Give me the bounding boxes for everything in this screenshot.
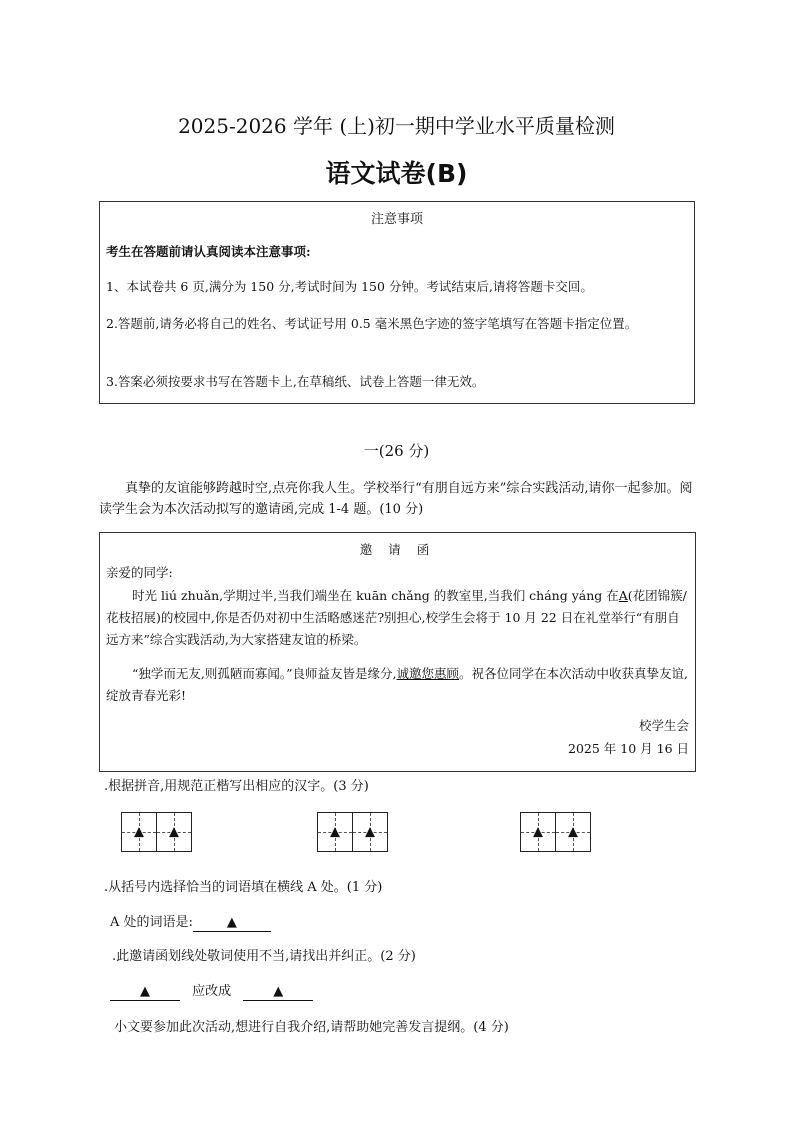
paper-title: 语文试卷(B) [325, 159, 468, 188]
answer-blank [110, 984, 180, 1001]
question-3: .此邀请函划线处敬词使用不当,请找出并纠正。(2 分) [112, 949, 416, 964]
notice-item-1: 1、本试卷共 6 页,满分为 150 分,考试时间为 150 分钟。考试结束后,请将答题卡交回。 [106, 279, 593, 294]
question-4: 小文要参加此次活动,想进行自我介绍,请帮助她完善发言提纲。(4 分) [114, 1020, 509, 1035]
invitation-p2-text-b: 。祝各位同学在本次活动中收获真挚友谊,绽放青春光彩! [106, 666, 688, 703]
section-heading: 一(26 分) [363, 442, 430, 460]
answer-marker-icon: ▲ [134, 824, 144, 840]
answer-marker-icon: ▲ [365, 824, 375, 840]
change-to-label: 应改成 [192, 984, 232, 999]
answer-marker-icon: ▲ [533, 824, 543, 840]
grid-cell [352, 812, 388, 852]
answer-grid-3 [520, 812, 590, 852]
question-2-answer [110, 911, 271, 932]
section-intro: 真挚的友谊能够跨越时空,点亮你我人生。学校举行“有朋自远方来”综合实践活动,请你一起参加。阅读学生会为本次活动拟写的邀请函,完成 1-4 题。(10 分) [99, 481, 693, 517]
invitation-p2-text-a: “独学而无友,则孤陋而寡闻。”良师益友皆是缘分, [132, 666, 397, 681]
grid-cell [156, 812, 192, 852]
answer-marker-icon: ▲ [273, 984, 284, 999]
invitation-signature: 校学生会 [638, 718, 689, 733]
notice-intro: 考生在答题前请认真阅读本注意事项: [106, 244, 311, 259]
grid-cell [520, 812, 556, 852]
invitation-date: 2025 年 10 月 16 日 [568, 741, 689, 756]
notice-item-3: 3.答案必须按要求书写在答题卡上,在草稿纸、试卷上答题一律无效。 [106, 374, 485, 389]
invitation-box [99, 532, 696, 772]
invitation-title: 邀 请 函 [359, 542, 436, 557]
answer-blank [243, 984, 313, 1001]
answer-marker-icon: ▲ [226, 915, 237, 930]
notice-box [99, 201, 695, 404]
notice-item-2: 2.答题前,请务必将自己的姓名、考试证号用 0.5 毫米黑色字迹的签字笔填写在答题卡指定位置。 [106, 316, 638, 331]
question-3-answer [110, 980, 313, 1001]
answer-blank [193, 915, 271, 932]
invitation-p1-text-b: (花团锦簇/花枝招展)的校园中,你是否仍对初中生活略感迷茫?别担心,校学生会将于 10 月 22 日在礼堂举行“有朋自远方来”综合实践活动,为大家搭建友谊的桥梁。 [106, 588, 687, 647]
answer-marker-icon: ▲ [568, 824, 578, 840]
answer-grid-1 [121, 812, 191, 852]
invitation-paragraph-1 [106, 585, 689, 651]
grid-cell [555, 812, 591, 852]
notice-heading: 注意事项 [370, 212, 423, 227]
grid-cell [121, 812, 157, 852]
answer-label: A 处的词语是: [110, 915, 193, 930]
answer-marker-icon: ▲ [330, 824, 340, 840]
invitation-greeting: 亲爱的同学: [106, 565, 173, 580]
invitation-paragraph-2 [106, 663, 689, 707]
answer-marker-icon: ▲ [140, 984, 150, 999]
blank-a: A [618, 588, 628, 603]
grid-cell [317, 812, 353, 852]
question-1: .根据拼音,用规范正楷写出相应的汉字。(3 分) [104, 779, 369, 794]
exam-title: 2025-2026 学年 (上)初一期中学业水平质量检测 [178, 114, 615, 138]
invitation-p1-text-a: 时光 liú zhuǎn,学期过半,当我们端坐在 kuān chǎng 的教室里,当我们 cháng yáng 在 [132, 588, 619, 603]
answer-grid-2 [317, 812, 387, 852]
answer-marker-icon: ▲ [169, 824, 179, 840]
question-2: .从括号内选择恰当的词语填在横线 A 处。(1 分) [104, 880, 383, 895]
underlined-honorific: 诚邀您惠顾 [396, 666, 459, 681]
